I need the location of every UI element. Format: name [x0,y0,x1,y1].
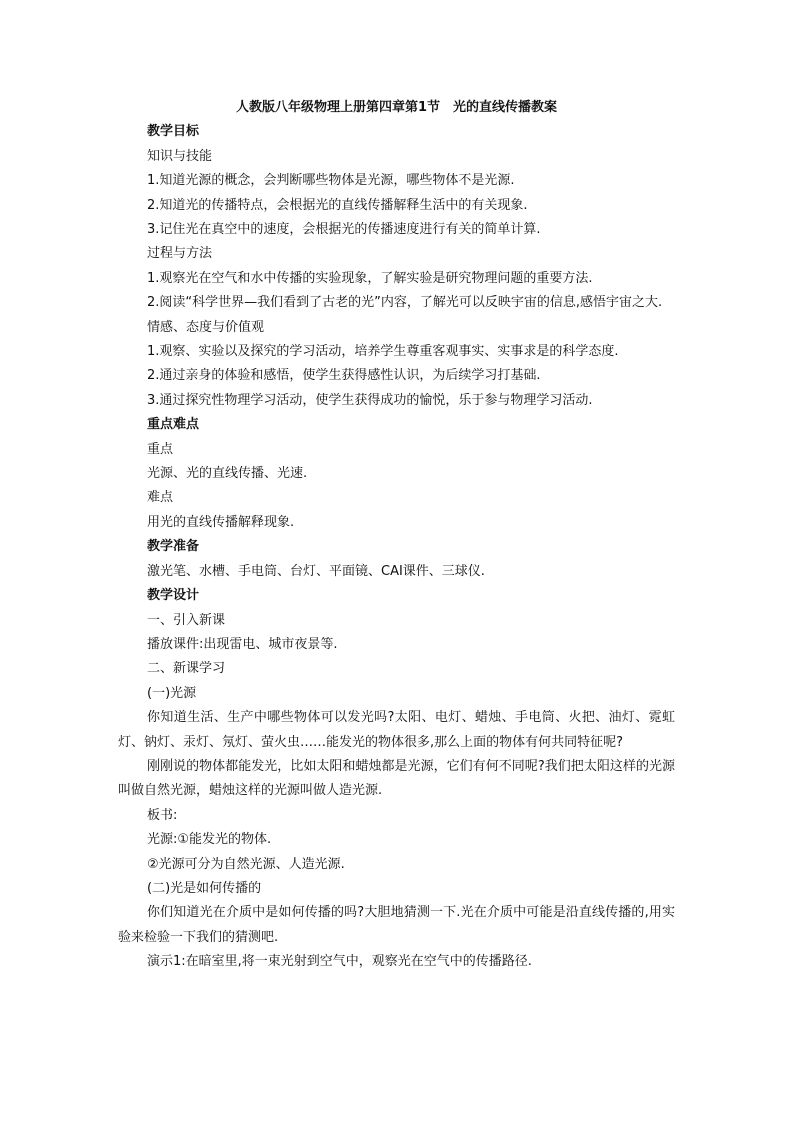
process-item-1: 1.观察光在空气和水中传播的实验现象，了解实验是研究物理问题的重要方法. [147,270,593,286]
key-point-text: 光源、光的直线传播、光速. [147,466,308,482]
document-body [118,120,675,974]
subsection-light-source: (一)光源 [147,685,197,701]
preparation-text: 激光笔、水槽、手电筒、台灯、平面镜、CAI课件、三球仪. [147,563,485,579]
subheading-key: 重点 [147,441,174,457]
document-title: 人教版八年级物理上册第四章第1节 光的直线传播教案 [235,100,558,115]
emotion-item-1: 1.观察、实验以及探究的学习活动，培养学生尊重客观事实、实事求是的科学态度. [147,344,619,360]
difficulty-text: 用光的直线传播解释现象. [147,514,295,530]
knowledge-item-3: 3.记住光在真空中的速度，会根据光的传播速度进行有关的简单计算. [147,222,541,238]
blackboard-item-2: ②光源可分为自然光源、人造光源. [147,856,345,872]
section-heading-preparation: 教学准备 [147,539,200,555]
subsection-propagation: (二)光是如何传播的 [147,880,262,896]
light-source-question: 你知道生活、生产中哪些物体可以发光吗?太阳、电灯、蜡烛、手电筒、火把、油灯、霓虹灯、钠灯、汞灯、氖灯、萤火虫……能发光的物体很多,那么上面的物体有何共同特征呢? [118,710,675,750]
blackboard-label: 板书: [147,807,178,823]
subheading-difficulty: 难点 [147,490,174,506]
light-source-explanation: 刚刚说的物体都能发光，比如太阳和蜡烛都是光源，它们有何不同呢?我们把太阳这样的光源叫做自然光源，蜡烛这样的光源叫做人造光源. [118,758,675,799]
design-step-1: 一、引入新课 [147,612,226,628]
subheading-process: 过程与方法 [147,246,213,262]
section-heading-design: 教学设计 [147,588,200,604]
emotion-item-2: 2.通过亲身的体验和感悟，使学生获得感性认识，为后续学习打基础. [147,368,541,384]
design-step-2: 二、新课学习 [147,661,226,677]
design-step-1-detail: 播放课件:出现雷电、城市夜景等. [147,636,338,652]
knowledge-item-2: 2.知道光的传播特点，会根据光的直线传播解释生活中的有关现象. [147,197,528,213]
knowledge-item-1: 1.知道光源的概念，会判断哪些物体是光源，哪些物体不是光源. [147,173,515,189]
emotion-item-3: 3.通过探究性物理学习活动，使学生获得成功的愉悦，乐于参与物理学习活动. [147,392,593,408]
propagation-question: 你们知道光在介质中是如何传播的吗?大胆地猜测一下.光在介质中可能是沿直线传播的,用实验来检验一下我们的猜测吧. [118,905,675,945]
demo-1: 演示1:在暗室里,将一束光射到空气中，观察光在空气中的传播路径. [147,954,532,970]
blackboard-item-1: 光源:①能发光的物体. [147,832,272,848]
process-item-2: 2.阅读“科学世界—我们看到了古老的光”内容，了解光可以反映宇宙的信息,感悟宇宙之大. [147,295,663,311]
subheading-emotion: 情感、态度与价值观 [147,319,265,335]
section-heading-objectives: 教学目标 [147,124,200,140]
document-page [118,96,675,975]
section-heading-keypoints: 重点难点 [147,417,200,433]
subheading-knowledge: 知识与技能 [147,148,213,164]
